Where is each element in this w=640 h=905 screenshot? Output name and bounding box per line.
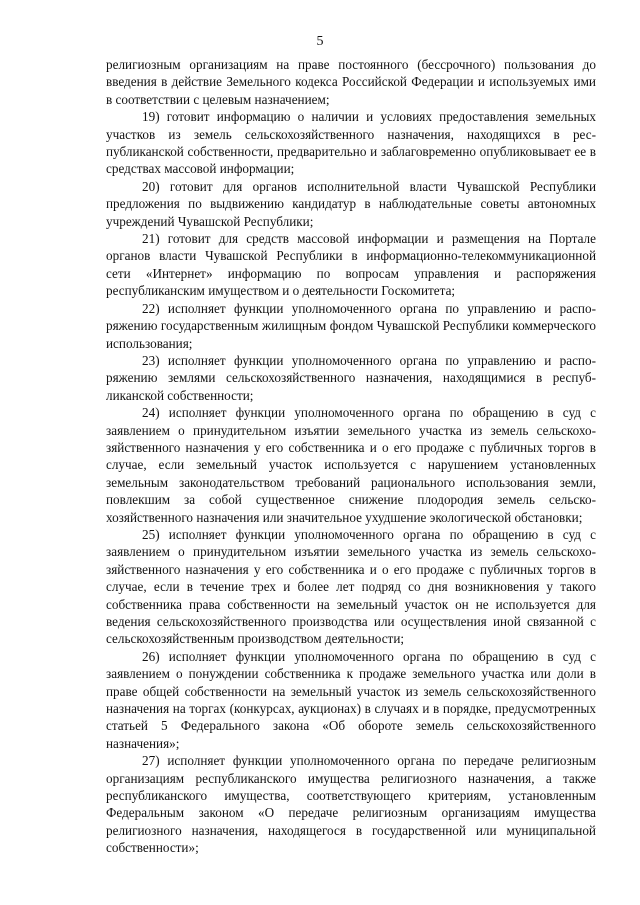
paragraph-item-21: 21) готовит для средств массовой информации и размещения на Портале органов власти Чувашской Республики в информационно-телекоммуникационной сети «Интернет» информацию по вопросам управления и распоряжения республиканским имуществом и о деятельности Госкомитета; bbox=[106, 231, 596, 299]
paragraph-item-27: 27) исполняет функции уполномоченного органа по передаче религиозным организациям республиканского имущества религиозного назначения, а также республиканского имущества, соответствующего критериям, установленным Федеральным законом «О передаче религиозным организациям имущества религиозного назначения, находящегося в государственной или муниципальной собственности»; bbox=[106, 753, 596, 856]
paragraph-item-19: 19) готовит информацию о наличии и условиях предоставления земельных участков из земель сельскохозяйственного назначения, находящихся в республиканской собственности, предварительно и заблаговременно опубликовывает ее в средствах массовой информации; bbox=[106, 109, 596, 177]
paragraph-item-23: 23) исполняет функции уполномоченного органа по управлению и распоряжению землями сельскохозяйственного назначения, находящимися в республиканской собственности; bbox=[106, 352, 596, 403]
document-body bbox=[106, 56, 596, 857]
paragraph-item-22: 22) исполняет функции уполномоченного органа по управлению и распоряжению государственным жилищным фондом Чувашской Республики коммерческого использования; bbox=[106, 300, 596, 351]
paragraph-continuation: религиозным организациям на праве постоянного (бессрочного) пользования до введения в действие Земельного кодекса Российской Федерации и используемых ими в соответствии с целевым назначением; bbox=[106, 57, 596, 107]
paragraph-item-25: 25) исполняет функции уполномоченного органа по обращению в суд с заявлением о принудительном изъятии земельного участка из земель сельскохозяйственного назначения у его собственника и о его продаже с публичных торгов в случае, если в течение трех и более лет подряд со дня возникновения у такого собственника права собственности на земельный участок он не используется для ведения сельскохозяйственного производства или осуществления иной связанной с сельскохозяйственным производством деятельности; bbox=[106, 526, 596, 647]
paragraph-item-20: 20) готовит для органов исполнительной власти Чувашской Республики предложения по выдвижению кандидатур в наблюдательные советы автономных учреждений Чувашской Республики; bbox=[106, 178, 596, 229]
paragraph-item-26: 26) исполняет функции уполномоченного органа по обращению в суд с заявлением о понуждении собственника к продаже земельного участка или доли в праве общей собственности на земельный участок из земель сельскохозяйственного назначения на торгах (конкурсах, аукционах) в случаях и в порядке, предусмотренных статьей 5 Федерального закона «Об обороте земель сельскохозяйственного назначения»; bbox=[106, 648, 596, 751]
page-number: 5 bbox=[316, 34, 324, 49]
paragraph-item-24: 24) исполняет функции уполномоченного органа по обращению в суд с заявлением о принудительном изъятии земельного участка из земель сельскохозяйственного назначения у его собственника и о его продаже с публичных торгов в случае, если земельный участок используется с нарушением установленных земельным законодательством требований рационального использования земли, повлекшим за собой существенное снижение плодородия земель сельскохозяйственного назначения или значительное ухудшение экологической обстановки; bbox=[106, 405, 596, 525]
